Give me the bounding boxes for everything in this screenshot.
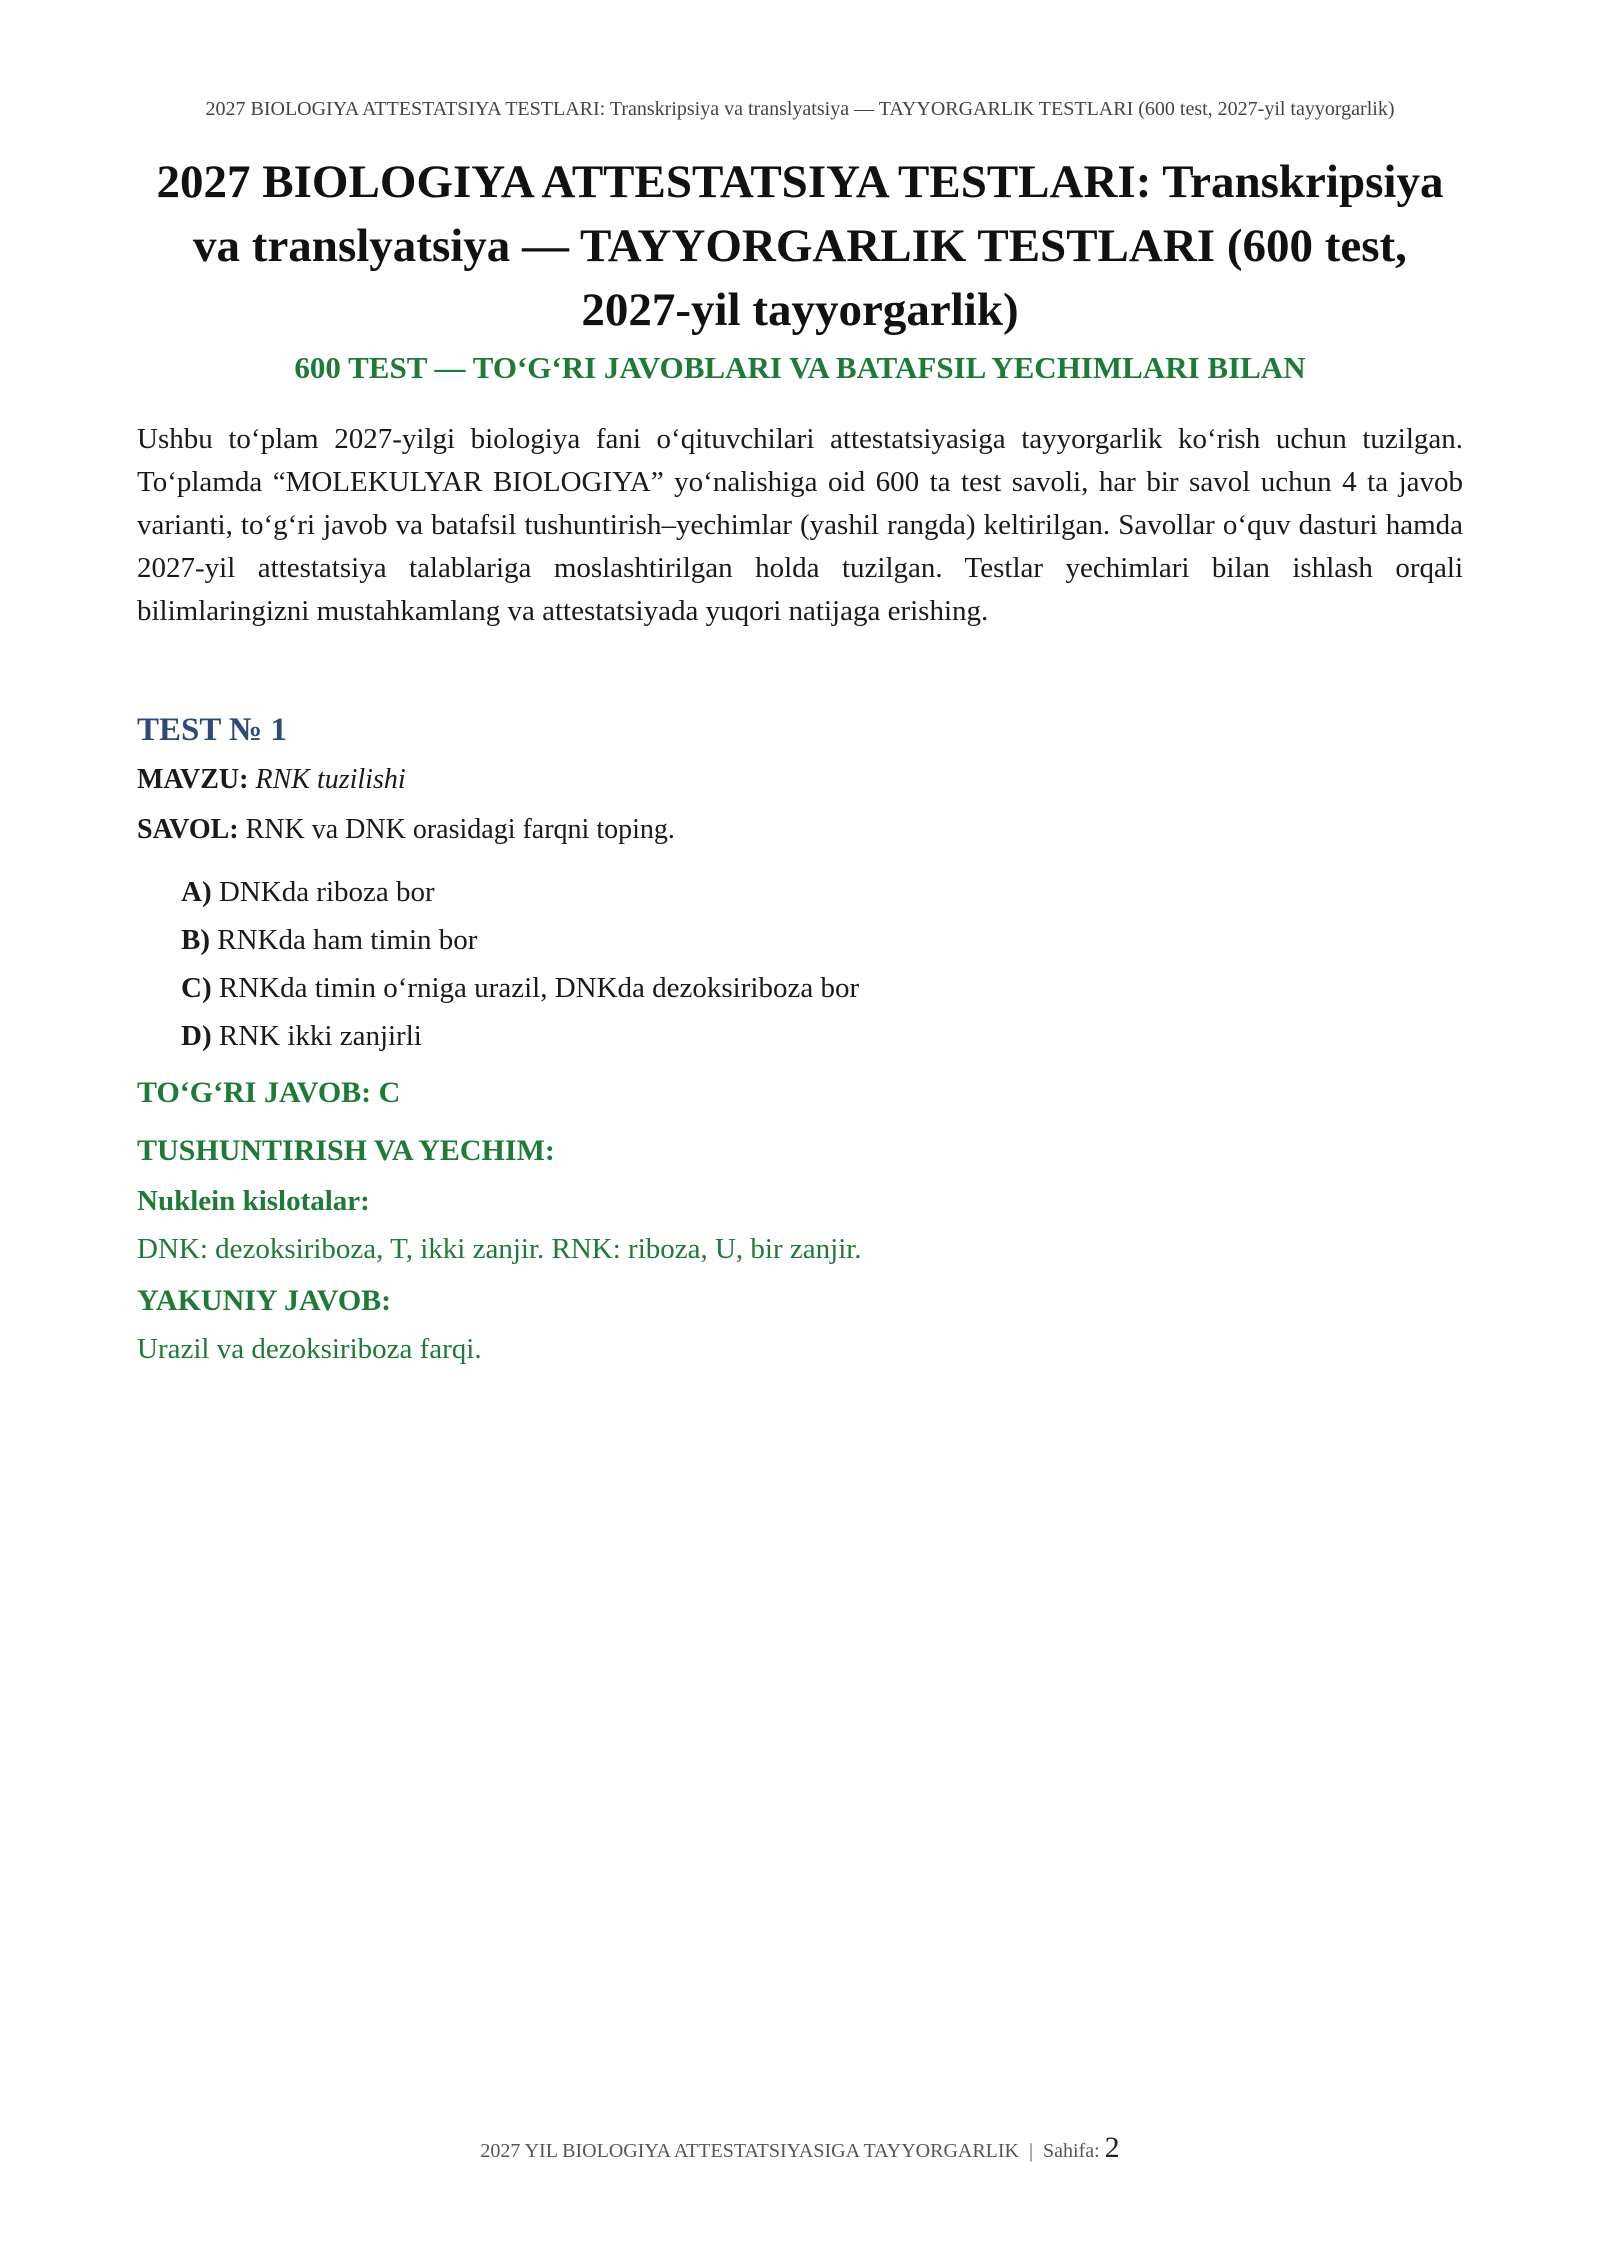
correct-answer: TO‘G‘RI JAVOB: C — [137, 1076, 401, 1109]
intro-paragraph: Ushbu to‘plam 2027-yilgi biologiya fani o‘qituvchilari attestatsiyasiga tayyorgarlik ko‘rish uchun tuzilgan. To‘plamda “MOLEKULYAR BIOLOGIYA” yo‘nalishiga oid 600 ta test savoli, har bir savol uchun 4 ta javob varianti, to‘g‘ri javob va batafsil tushuntirish–yechimlar (yashil rangda) keltirilgan. Savollar o‘quv dasturi hamda 2027-yil attestatsiya talablariga moslashtirilgan holda tuzilgan. Testlar yechimlari bilan ishlash orqali bilimlaringizni mustahkamlang va attestatsiyada yuqori natijaga erishing. — [137, 423, 1463, 627]
question-label: SAVOL: — [137, 814, 239, 845]
explanation-heading: TUSHUNTIRISH VA YECHIM: — [137, 1134, 555, 1167]
option-a — [181, 868, 1463, 916]
explanation-text: DNK: dezoksiriboza, T, ikki zanjir. RNK: riboza, U, bir zanjir. — [137, 1233, 862, 1265]
topic-label: MAVZU: — [137, 764, 249, 795]
final-answer-text: Urazil va dezoksiriboza farqi. — [137, 1333, 482, 1365]
explanation-subheading: Nuklein kislotalar: — [137, 1185, 370, 1217]
test-heading: TEST № 1 — [137, 712, 287, 748]
answer-options — [181, 868, 1463, 1060]
test-block — [137, 708, 1463, 1380]
final-answer-heading: YAKUNIY JAVOB: — [137, 1284, 392, 1317]
page-label: Sahifa: — [1043, 2140, 1100, 2162]
option-text: DNKda riboza bor — [218, 876, 435, 908]
document-subtitle: 600 TEST — TO‘G‘RI JAVOBLARI VA BATAFSIL YECHIMLARI BILAN — [294, 350, 1306, 385]
option-b — [181, 916, 1463, 964]
question-text: RNK va DNK orasidagi farqni toping. — [245, 814, 675, 845]
footer-text: 2027 YIL BIOLOGIYA ATTESTATSIYASIGA TAYYORGARLIK — [480, 2140, 1019, 2162]
footer-separator: | — [1029, 2140, 1034, 2162]
option-d — [181, 1012, 1463, 1060]
topic-value: RNK tuzilishi — [255, 764, 406, 795]
page-number: 2 — [1104, 2131, 1120, 2164]
option-text: RNK ikki zanjirli — [218, 1020, 422, 1052]
option-letter: C) — [181, 972, 212, 1004]
option-letter: D) — [181, 1020, 212, 1052]
option-letter: A) — [181, 876, 212, 908]
option-text: RNKda ham timin bor — [217, 924, 478, 956]
option-text: RNKda timin o‘rniga urazil, DNKda dezoksiriboza bor — [218, 972, 860, 1004]
page-footer — [140, 2132, 1460, 2167]
document-title: 2027 BIOLOGIYA ATTESTATSIYA TESTLARI: Transkripsiya va translyatsiya — TAYYORGARLIK TESTLARI (600 test, 2027-yil tayyorgarlik) — [156, 156, 1444, 336]
option-c — [181, 964, 1463, 1012]
question-row — [137, 810, 1463, 850]
topic-row — [137, 760, 1463, 800]
running-header: 2027 BIOLOGIYA ATTESTATSIYA TESTLARI: Transkripsiya va translyatsiya — TAYYORGARLIK TESTLARI (600 test, 2027-yil tayyorgarlik) — [205, 98, 1395, 120]
option-letter: B) — [181, 924, 210, 956]
